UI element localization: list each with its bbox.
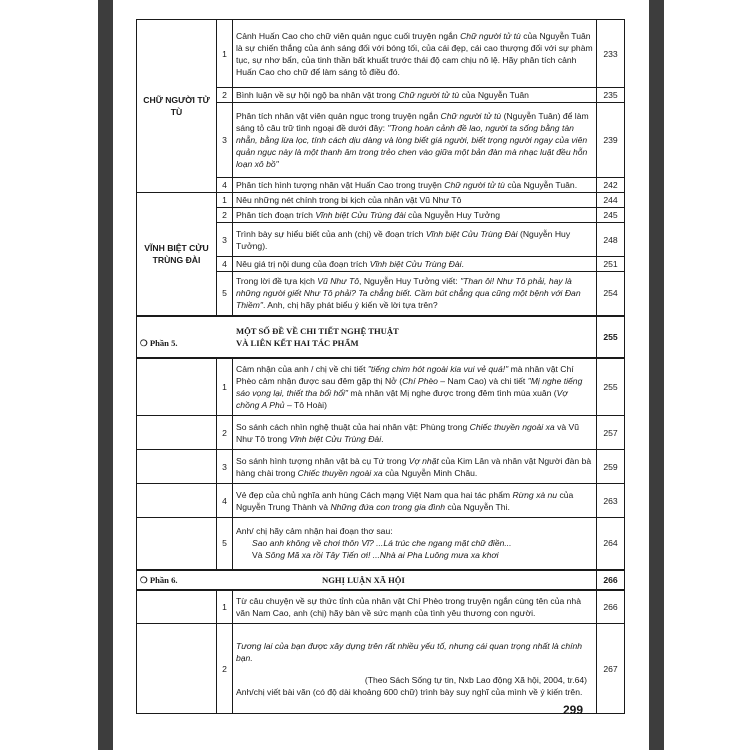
question-number: 3 xyxy=(217,450,233,484)
question-text: Phân tích hình tượng nhân vật Huấn Cao trong truyện Chữ người tử tù của Nguyễn Tuân. xyxy=(233,178,597,193)
book-page xyxy=(113,0,649,750)
quote-source: (Theo Sách Sống tự tin, Nxb Lao động Xã hội, 2004, tr.64) xyxy=(364,674,587,685)
question-number: 2 xyxy=(217,88,233,103)
question-number: 1 xyxy=(217,358,233,416)
part-heading-line: NGHỊ LUẬN XÃ HỘI xyxy=(322,574,405,585)
question-number: 4 xyxy=(217,178,233,193)
question-text: Nêu những nét chính trong bi kịch của nhân vật Vũ Như Tô xyxy=(233,193,597,208)
question-number: 2 xyxy=(217,208,233,223)
toc-row xyxy=(137,416,625,450)
question-text: Trình bày sự hiểu biết của anh (chị) về đoạn trích Vĩnh biệt Cửu Trùng Đài (Nguyễn Huy Tưởng). xyxy=(233,223,597,257)
page-ref: 251 xyxy=(597,257,625,272)
part-title xyxy=(137,316,597,358)
page-number: 299 xyxy=(563,703,584,717)
page-ref: 244 xyxy=(597,193,625,208)
page-ref: 263 xyxy=(597,484,625,518)
poem-line: Sao anh không về chơi thôn Vĩ? ...Lá trúc che ngang mặt chữ điền... xyxy=(252,538,512,549)
question-number: 5 xyxy=(217,272,233,316)
section-title-vinh-biet-cuu-trung-dai: VĨNH BIỆT CỬU TRÙNG ĐÀI xyxy=(137,193,217,316)
page-ref: 259 xyxy=(597,450,625,484)
section-blank xyxy=(137,484,217,518)
quote-text: Tương lai của bạn được xây dựng trên rất nhiều yếu tố, nhưng cái quan trọng nhất là chính bạn. xyxy=(236,640,583,663)
question-text xyxy=(233,518,597,570)
question-text: Phân tích đoạn trích Vĩnh biệt Cửu Trùng đài của Nguyễn Huy Tưởng xyxy=(233,208,597,223)
toc-row xyxy=(137,590,625,624)
toc-row xyxy=(137,193,625,208)
page-ref: 267 xyxy=(597,624,625,714)
page-ref: 255 xyxy=(597,358,625,416)
question-text: Bình luận về sự hội ngộ ba nhân vật trong Chữ người tử tù của Nguyễn Tuân xyxy=(233,88,597,103)
question-text: Cảm nhận của anh / chị về chi tiết "tiếng chim hót ngoài kia vui vẻ quá!" mà nhân vật Chí Phèo cảm nhận được sau đêm gặp thị Nở (Chí Phèo – Nam Cao) và chi tiết "Mị nghe tiếng sáo vọng lại, thiết tha bổi hổi" mà nhân vật Mị nghe được trong đêm tình mùa xuân (Vợ chồng A Phủ – Tô Hoài) xyxy=(233,358,597,416)
question-number: 1 xyxy=(217,193,233,208)
part-header xyxy=(137,316,625,358)
toc-row xyxy=(137,358,625,416)
page-ref: 257 xyxy=(597,416,625,450)
question-text: So sánh cách nhìn nghệ thuật của hai nhân vật: Phùng trong Chiếc thuyền ngoài xa và Vũ Như Tô trong Vĩnh biệt Cửu Trùng Đài. xyxy=(233,416,597,450)
question-intro: Anh/ chị hãy cảm nhận hai đoạn thơ sau: xyxy=(236,526,393,537)
page-ref: 264 xyxy=(597,518,625,570)
question-number: 3 xyxy=(217,103,233,178)
section-blank xyxy=(137,518,217,570)
question-text: Từ câu chuyện về sự thức tỉnh của nhân vật Chí Phèo trong truyện ngắn cùng tên của nhà văn Nam Cao, anh (chị) hãy bàn về sức mạnh của tình yêu thương con người. xyxy=(233,590,597,624)
toc-table xyxy=(136,19,625,714)
page-ref: 245 xyxy=(597,208,625,223)
section-blank xyxy=(137,358,217,416)
question-text: Vẻ đẹp của chủ nghĩa anh hùng Cách mạng Việt Nam qua hai tác phẩm Rừng xà nu của Nguyễn Trung Thành và Những đứa con trong gia đình của Nguyễn Thi. xyxy=(233,484,597,518)
part-heading-line: VÀ LIÊN KẾT HAI TÁC PHẨM xyxy=(236,337,359,348)
toc-row xyxy=(137,518,625,570)
toc-row xyxy=(137,450,625,484)
question-text: Nêu giá trị nội dung của đoạn trích Vĩnh biệt Cửu Trùng Đài. xyxy=(233,257,597,272)
task-text: Anh/chị viết bài văn (có độ dài khoảng 600 chữ) trình bày suy nghĩ của mình về ý kiến trên. xyxy=(236,686,583,697)
part-page-ref: 266 xyxy=(597,570,625,590)
question-text: Phân tích nhân vật viên quản ngục trong truyện ngắn Chữ người tử tù (Nguyễn Tuân) để làm sáng tỏ câu trữ tình ngoại đề dưới đây: "Trong hoàn cảnh đề lao, người ta sống bằng tàn nhẫn, bằng lừa lọc, tính cách dịu dàng và lòng biết giá người, biết trọng người ngay của viên quản ngục này là một thanh âm trong trẻo chen vào giữa một bản đàn mà nhạc luật đều hỗn loạn xô bồ" xyxy=(233,103,597,178)
part-header xyxy=(137,570,625,590)
question-number: 2 xyxy=(217,416,233,450)
question-number: 4 xyxy=(217,484,233,518)
part-page-ref: 255 xyxy=(597,316,625,358)
question-text xyxy=(233,624,597,714)
part-label: ❍ Phần 6. xyxy=(140,574,178,585)
toc-row xyxy=(137,20,625,88)
question-text: Cảnh Huấn Cao cho chữ viên quản ngục cuối truyện ngắn Chữ người tử tù của Nguyễn Tuân là sự chiến thắng của ánh sáng đối với bóng tối, của cái đẹp, cái cao thượng đối với sự phàm tục, sự nhơ bẩn, của tinh thần bất khuất trước thái độ cam chịu nô lệ. Hãy phân tích cảnh Huấn Cao cho chữ để làm sáng tỏ điều đó. xyxy=(233,20,597,88)
page-ref: 248 xyxy=(597,223,625,257)
question-number: 2 xyxy=(217,624,233,714)
page-ref: 266 xyxy=(597,590,625,624)
page-ref: 254 xyxy=(597,272,625,316)
section-blank xyxy=(137,450,217,484)
part-heading-line: MỘT SỐ ĐỀ VỀ CHI TIẾT NGHỆ THUẬT xyxy=(236,325,399,336)
question-number: 1 xyxy=(217,590,233,624)
page-ref: 239 xyxy=(597,103,625,178)
poem-line: Và Sông Mã xa rồi Tây Tiến ơi! ...Nhà ai Pha Luông mưa xa khơi xyxy=(252,550,499,561)
toc-row xyxy=(137,624,625,714)
question-text: So sánh hình tượng nhân vật bà cụ Tứ trong Vợ nhặt của Kim Lân và nhân vật Người đàn bà hàng chài trong Chiếc thuyền ngoài xa của Nguyễn Minh Châu. xyxy=(233,450,597,484)
part-label: ❍ Phần 5. xyxy=(140,337,178,348)
toc-sheet xyxy=(136,19,624,714)
part-title xyxy=(137,570,597,590)
toc-row xyxy=(137,484,625,518)
section-blank xyxy=(137,590,217,624)
section-blank xyxy=(137,416,217,450)
page-ref: 242 xyxy=(597,178,625,193)
section-blank xyxy=(137,624,217,714)
page-ref: 233 xyxy=(597,20,625,88)
page-ref: 235 xyxy=(597,88,625,103)
question-text: Trong lời đề tựa kịch Vũ Như Tô, Nguyễn Huy Tưởng viết: "Than ôi! Như Tô phải, hay là những người giết Như Tô phải? Ta chẳng biết. Cầm bút chẳng qua cũng một bệnh với Đan Thiềm". Anh, chị hãy phát biểu ý kiến về lời tựa trên? xyxy=(233,272,597,316)
section-title-chu-nguoi-tu-tu: CHỮ NGƯỜI TỬ TÙ xyxy=(137,20,217,193)
question-number: 3 xyxy=(217,223,233,257)
question-number: 4 xyxy=(217,257,233,272)
question-number: 1 xyxy=(217,20,233,88)
question-number: 5 xyxy=(217,518,233,570)
